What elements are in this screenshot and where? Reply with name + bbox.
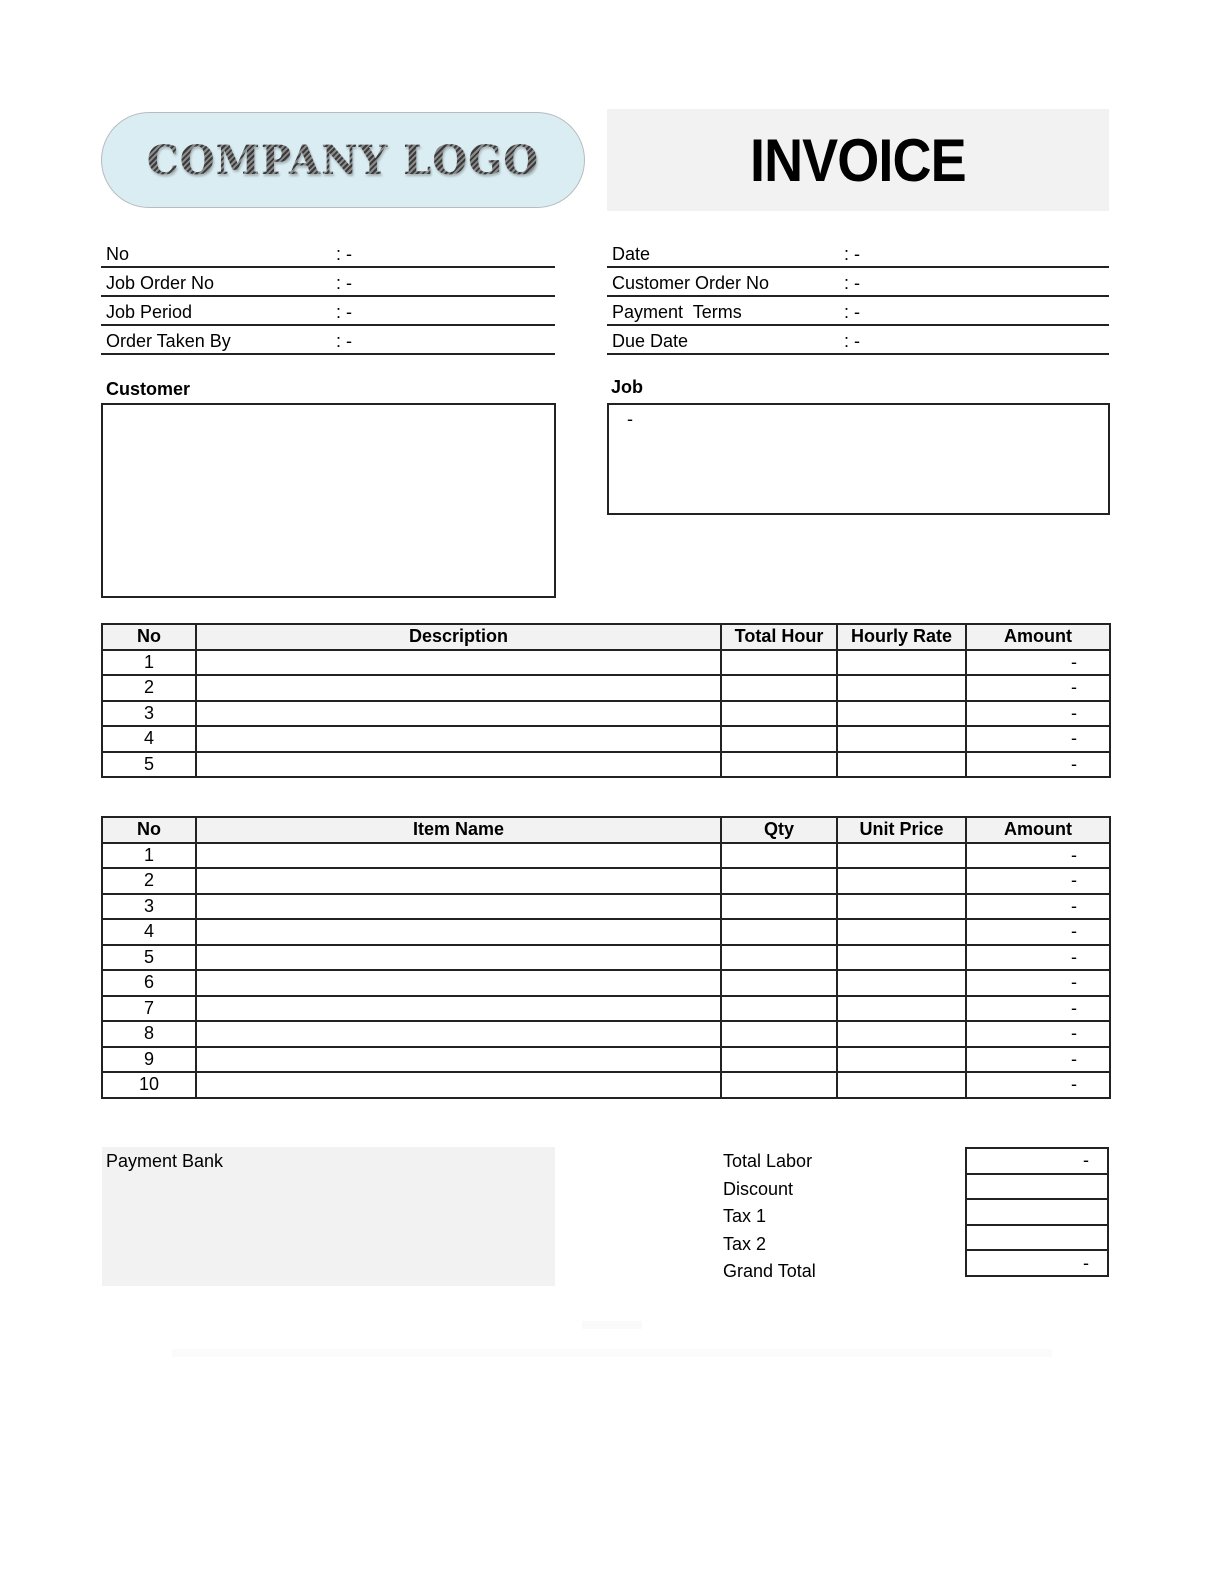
- footer-watermark: [0, 1316, 1224, 1330]
- cell-item-name[interactable]: [196, 868, 721, 894]
- cell-total-hour[interactable]: [721, 675, 837, 701]
- discount-label: Discount: [723, 1178, 794, 1199]
- cell-no: 8: [102, 1021, 196, 1047]
- info-label: Date: [612, 244, 651, 264]
- info-value[interactable]: : -: [844, 244, 860, 264]
- total-labor-label: Total Labor: [723, 1151, 813, 1171]
- table-row: [102, 919, 1110, 945]
- cell-unit-price[interactable]: [837, 1021, 966, 1047]
- job-label: Job: [611, 377, 644, 397]
- cell-amount: -: [966, 843, 1110, 869]
- cell-no: 1: [102, 843, 196, 869]
- table-row: [102, 970, 1110, 996]
- column-header-unit-price: Unit Price: [837, 817, 966, 843]
- cell-total-hour[interactable]: [721, 726, 837, 752]
- cell-no: 5: [102, 752, 196, 778]
- info-row-order-taken-by[interactable]: [101, 326, 555, 355]
- invoice-title-box: [607, 109, 1109, 211]
- table-row: [102, 945, 1110, 971]
- customer-box[interactable]: [101, 403, 556, 598]
- table-row: [102, 726, 1110, 752]
- column-header-description: Description: [196, 624, 721, 650]
- info-label: No: [106, 244, 130, 264]
- footer-watermark-line: [0, 1344, 1224, 1358]
- cell-hourly-rate[interactable]: [837, 675, 966, 701]
- labor-table: [101, 623, 1111, 778]
- table-row: [102, 843, 1110, 869]
- company-logo-text: COMPANY LOGO: [146, 136, 540, 184]
- info-label: Job Order No: [106, 273, 215, 293]
- cell-description[interactable]: [196, 752, 721, 778]
- cell-amount: -: [966, 945, 1110, 971]
- cell-amount: -: [966, 970, 1110, 996]
- cell-no: 2: [102, 675, 196, 701]
- cell-item-name[interactable]: [196, 945, 721, 971]
- cell-qty[interactable]: [721, 996, 837, 1022]
- total-labor-value: -: [966, 1148, 1108, 1174]
- cell-description[interactable]: [196, 726, 721, 752]
- cell-item-name[interactable]: [196, 1072, 721, 1098]
- cell-total-hour[interactable]: [721, 650, 837, 676]
- cell-qty[interactable]: [721, 843, 837, 869]
- grand-total-label: Grand Total: [723, 1261, 816, 1282]
- cell-unit-price[interactable]: [837, 970, 966, 996]
- items-table-header: [102, 817, 1110, 843]
- info-value[interactable]: : -: [844, 302, 860, 322]
- cell-qty[interactable]: [721, 894, 837, 920]
- info-label: Payment Terms: [612, 302, 742, 322]
- column-header-amount: Amount: [966, 817, 1110, 843]
- cell-unit-price[interactable]: [837, 843, 966, 869]
- cell-no: 9: [102, 1047, 196, 1073]
- cell-description[interactable]: [196, 650, 721, 676]
- cell-no: 4: [102, 726, 196, 752]
- totals-labels: [723, 1148, 816, 1286]
- info-label: Order Taken By: [106, 331, 231, 351]
- info-row-due-date[interactable]: [607, 326, 1109, 355]
- info-value[interactable]: : -: [336, 302, 352, 322]
- tax-2-label: Tax 2: [723, 1233, 767, 1254]
- cell-qty[interactable]: [721, 868, 837, 894]
- cell-qty[interactable]: [721, 919, 837, 945]
- info-label: Customer Order No: [612, 273, 770, 293]
- cell-qty[interactable]: [721, 1021, 837, 1047]
- info-value[interactable]: : -: [336, 331, 352, 351]
- cell-no: 4: [102, 919, 196, 945]
- table-row: [102, 868, 1110, 894]
- cell-qty[interactable]: [721, 970, 837, 996]
- cell-no: 3: [102, 894, 196, 920]
- cell-item-name[interactable]: [196, 996, 721, 1022]
- cell-qty[interactable]: [721, 1047, 837, 1073]
- cell-no: 3: [102, 701, 196, 727]
- cell-no: 6: [102, 970, 196, 996]
- cell-qty[interactable]: [721, 945, 837, 971]
- cell-item-name[interactable]: [196, 1047, 721, 1073]
- customer-label: Customer: [106, 379, 191, 399]
- cell-hourly-rate[interactable]: [837, 701, 966, 727]
- table-row: [102, 675, 1110, 701]
- info-row-job-order-no[interactable]: [101, 268, 555, 297]
- cell-no: 5: [102, 945, 196, 971]
- info-value[interactable]: : -: [844, 331, 860, 351]
- cell-amount: -: [966, 701, 1110, 727]
- cell-amount: -: [966, 868, 1110, 894]
- column-header-hourly-rate: Hourly Rate: [837, 624, 966, 650]
- info-value[interactable]: : -: [844, 273, 860, 293]
- cell-amount: -: [966, 752, 1110, 778]
- totals-values: [965, 1147, 1109, 1277]
- cell-amount: -: [966, 650, 1110, 676]
- invoice-info-right: [607, 239, 1109, 355]
- cell-unit-price[interactable]: [837, 945, 966, 971]
- cell-unit-price[interactable]: [837, 1047, 966, 1073]
- table-row: [102, 1047, 1110, 1073]
- tax-2-value[interactable]: [966, 1225, 1108, 1251]
- cell-no: 7: [102, 996, 196, 1022]
- cell-total-hour[interactable]: [721, 701, 837, 727]
- cell-amount: -: [966, 726, 1110, 752]
- table-row: [102, 894, 1110, 920]
- info-row-job-period[interactable]: [101, 297, 555, 326]
- cell-no: 1: [102, 650, 196, 676]
- cell-description[interactable]: [196, 675, 721, 701]
- payment-bank-box[interactable]: [102, 1147, 555, 1286]
- cell-amount: -: [966, 996, 1110, 1022]
- cell-no: 2: [102, 868, 196, 894]
- cell-unit-price[interactable]: [837, 894, 966, 920]
- info-row-date[interactable]: [607, 239, 1109, 268]
- cell-no: 10: [102, 1072, 196, 1098]
- job-box[interactable]: [607, 403, 1110, 515]
- table-row: [102, 1072, 1110, 1098]
- cell-hourly-rate[interactable]: [837, 752, 966, 778]
- table-row: [102, 701, 1110, 727]
- cell-amount: -: [966, 1072, 1110, 1098]
- table-row: [102, 752, 1110, 778]
- column-header-total-hour: Total Hour: [721, 624, 837, 650]
- cell-hourly-rate[interactable]: [837, 726, 966, 752]
- column-header-qty: Qty: [721, 817, 837, 843]
- cell-unit-price[interactable]: [837, 996, 966, 1022]
- cell-item-name[interactable]: [196, 894, 721, 920]
- column-header-no: No: [102, 817, 196, 843]
- cell-unit-price[interactable]: [837, 868, 966, 894]
- tax-1-value[interactable]: [966, 1199, 1108, 1225]
- cell-amount: -: [966, 1021, 1110, 1047]
- cell-amount: -: [966, 1047, 1110, 1073]
- info-label: Due Date: [612, 331, 689, 351]
- info-label: Job Period: [106, 302, 193, 322]
- items-table: [101, 816, 1111, 1099]
- cell-unit-price[interactable]: [837, 1072, 966, 1098]
- info-row-no[interactable]: [101, 239, 555, 268]
- column-header-amount: Amount: [966, 624, 1110, 650]
- info-row-payment-terms[interactable]: [607, 297, 1109, 326]
- labor-table-header: [102, 624, 1110, 650]
- cell-item-name[interactable]: [196, 919, 721, 945]
- table-row: [102, 996, 1110, 1022]
- cell-amount: -: [966, 919, 1110, 945]
- payment-bank-label: Payment Bank: [106, 1151, 224, 1171]
- cell-qty[interactable]: [721, 1072, 837, 1098]
- tax-1-label: Tax 1: [723, 1206, 767, 1227]
- column-header-item-name: Item Name: [196, 817, 721, 843]
- discount-value[interactable]: [966, 1174, 1108, 1200]
- cell-item-name[interactable]: [196, 1021, 721, 1047]
- cell-item-name[interactable]: [196, 843, 721, 869]
- company-logo: [101, 112, 585, 208]
- cell-hourly-rate[interactable]: [837, 650, 966, 676]
- invoice-info-left: [101, 239, 555, 355]
- column-header-no: No: [102, 624, 196, 650]
- cell-description[interactable]: [196, 701, 721, 727]
- table-row: [102, 1021, 1110, 1047]
- cell-amount: -: [966, 894, 1110, 920]
- job-content: -: [627, 409, 633, 429]
- grand-total-value: -: [966, 1250, 1108, 1276]
- info-row-customer-order-no[interactable]: [607, 268, 1109, 297]
- info-value[interactable]: : -: [336, 273, 352, 293]
- info-value[interactable]: : -: [336, 244, 352, 264]
- cell-item-name[interactable]: [196, 970, 721, 996]
- cell-total-hour[interactable]: [721, 752, 837, 778]
- cell-amount: -: [966, 675, 1110, 701]
- cell-unit-price[interactable]: [837, 919, 966, 945]
- page-title: INVOICE: [750, 126, 966, 194]
- table-row: [102, 650, 1110, 676]
